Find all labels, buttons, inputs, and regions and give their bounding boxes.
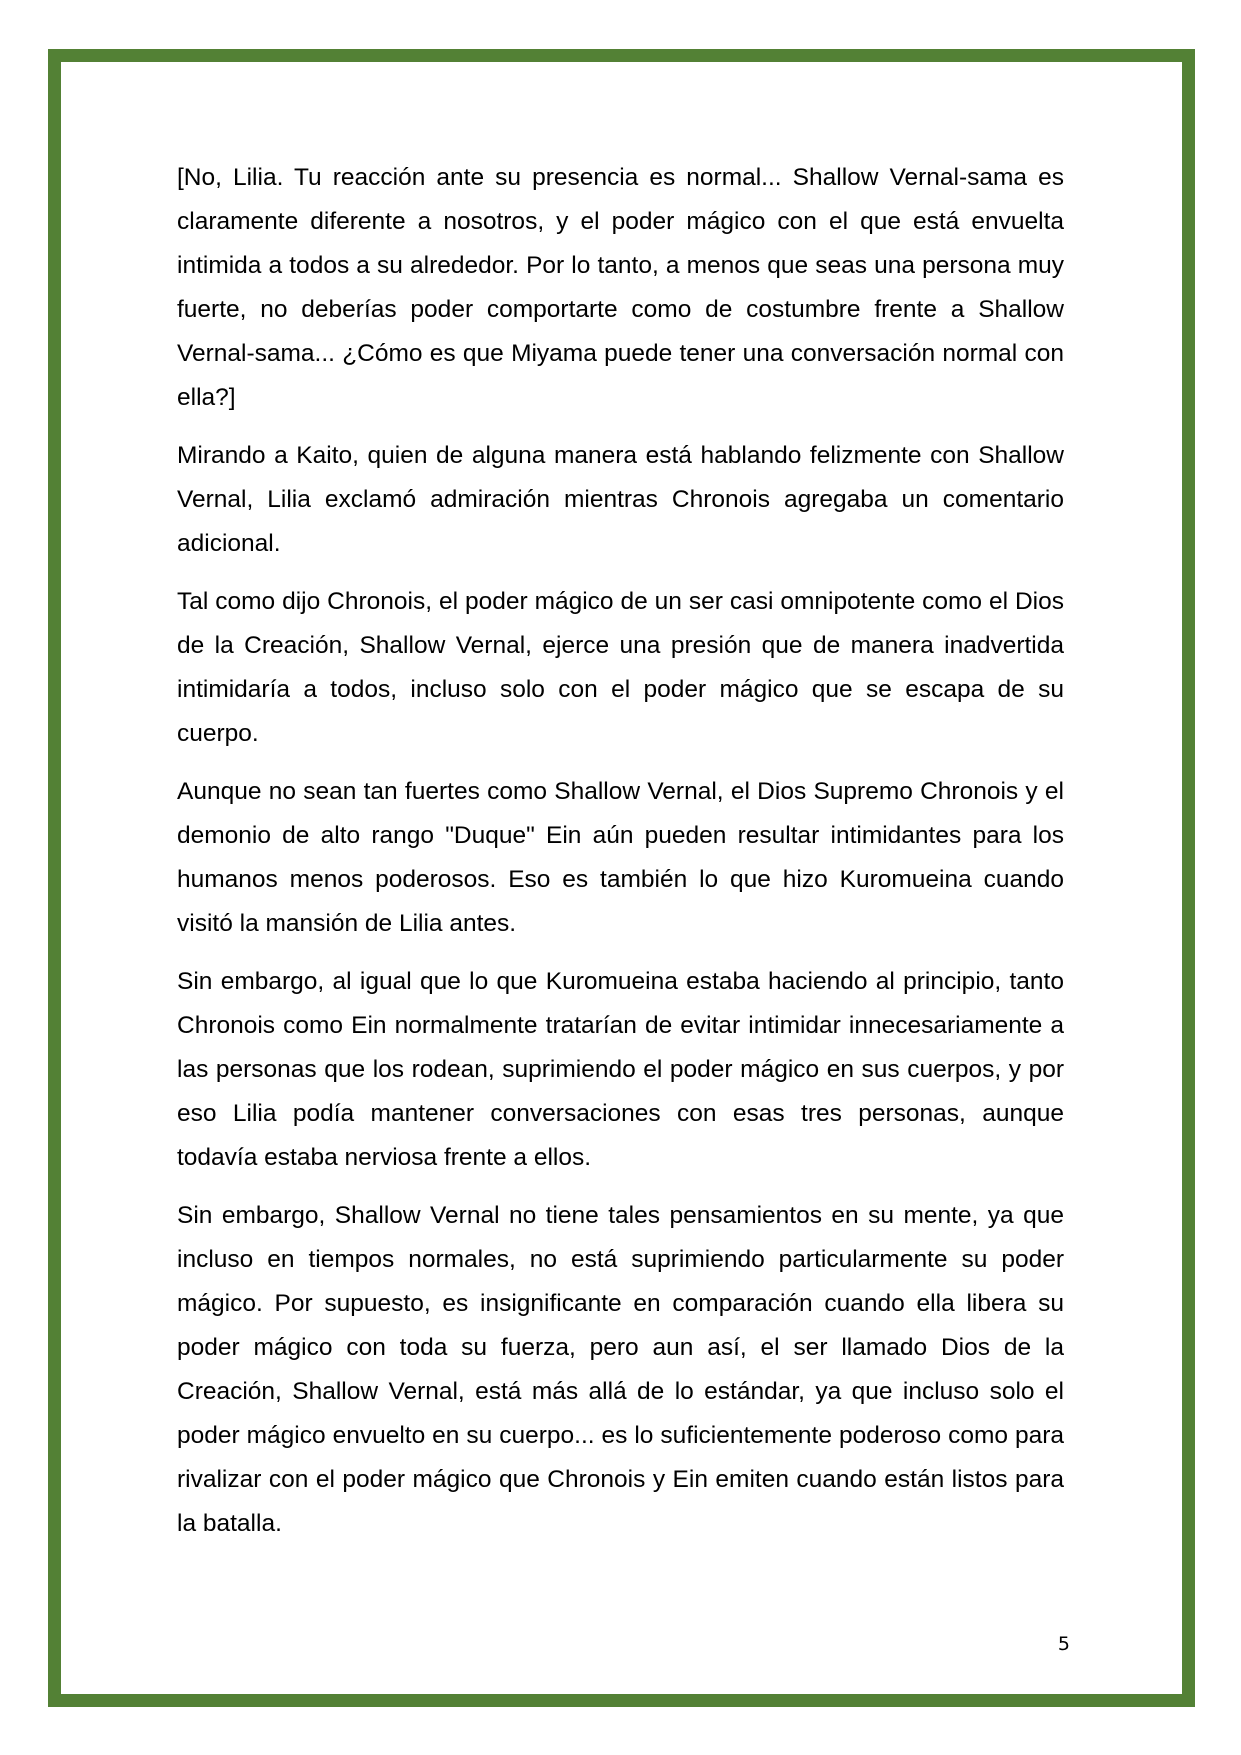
page-number: 5: [1057, 1633, 1070, 1655]
paragraph: Sin embargo, Shallow Vernal no tiene tales pensamientos en su mente, ya que incluso en tiempos normales, no está suprimiendo particularmente su poder mágico. Por supuesto, es insignificante en comparación cuando ella libera su poder mágico con toda su fuerza, pero aun así, el ser llamado Dios de la Creación, Shallow Vernal, está más allá de lo estándar, ya que incluso solo el poder mágico envuelto en su cuerpo... es lo suficientemente poderoso como para rivalizar con el poder mágico que Chronois y Ein emiten cuando están listos para la batalla.: [177, 1202, 1064, 1537]
paragraph: [No, Lilia. Tu reacción ante su presencia es normal... Shallow Vernal-sama es claramente diferente a nosotros, y el poder mágico con el que está envuelta intimida a todos a su alrededor. Por lo tanto, a menos que seas una persona muy fuerte, no deberías poder comportarte como de costumbre frente a Shallow Vernal-sama... ¿Cómo es que Miyama puede tener una conversación normal con ella?]: [177, 164, 1064, 411]
document-body: [177, 156, 1064, 1560]
paragraph: Tal como dijo Chronois, el poder mágico de un ser casi omnipotente como el Dios de la Creación, Shallow Vernal, ejerce una presión que de manera inadvertida intimidaría a todos, incluso solo con el poder mágico que se escapa de su cuerpo.: [177, 588, 1064, 747]
paragraph: Sin embargo, al igual que lo que Kuromueina estaba haciendo al principio, tanto Chronois como Ein normalmente tratarían de evitar intimidar innecesariamente a las personas que los rodean, suprimiendo el poder mágico en sus cuerpos, y por eso Lilia podía mantener conversaciones con esas tres personas, aunque todavía estaba nerviosa frente a ellos.: [177, 968, 1064, 1171]
paragraph: Mirando a Kaito, quien de alguna manera está hablando felizmente con Shallow Vernal, Lilia exclamó admiración mientras Chronois agregaba un comentario adicional.: [177, 442, 1064, 557]
paragraph: Aunque no sean tan fuertes como Shallow Vernal, el Dios Supremo Chronois y el demonio de alto rango "Duque" Ein aún pueden resultar intimidantes para los humanos menos poderosos. Eso es también lo que hizo Kuromueina cuando visitó la mansión de Lilia antes.: [177, 778, 1064, 937]
